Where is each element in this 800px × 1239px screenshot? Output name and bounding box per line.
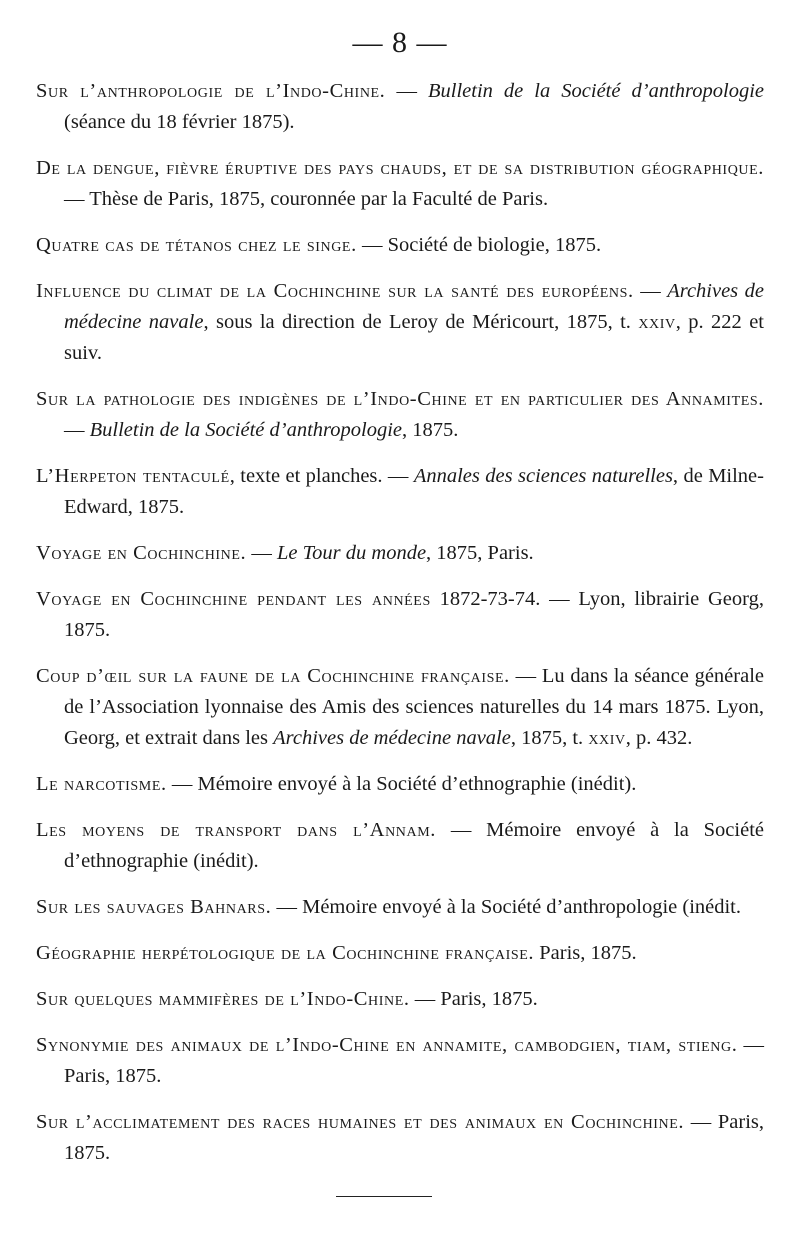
page-number: — 8 — — [352, 26, 448, 59]
entry-text: , 1875. — [402, 419, 459, 441]
entry-title: Sur les sauvages Bahnars. — [36, 896, 272, 918]
bibliography-entry — [36, 538, 764, 569]
bibliography-entry — [36, 938, 764, 969]
bibliography-entry — [36, 76, 764, 138]
entry-title: Les moyens de transport dans l’Annam. — [36, 819, 436, 841]
closing-rule — [336, 1196, 432, 1197]
entry-text: — Thèse de Paris, 1875, couronnée par la Faculté de Paris. — [64, 188, 549, 210]
entry-title: Sur quelques mammifères de l’Indo-Chine. — [36, 988, 410, 1010]
entry-title: L’Herpeton tentaculé — [36, 465, 230, 487]
entry-text: (séance du 18 février 1875). — [64, 111, 295, 133]
entry-text: , 1875, Paris. — [426, 542, 534, 564]
entry-text: , texte et planches. — — [229, 465, 414, 487]
entry-title: Sur la pathologie des indigènes de l’Indo-Chine et en particulier des Annamites. — [36, 388, 764, 410]
entry-title: Coup d’œil sur la faune de la Cochinchine française. — [36, 665, 510, 687]
entry-text: , p. 222 et suiv. — [64, 311, 764, 364]
entry-title: Quatre cas de tétanos chez le singe. — [36, 234, 357, 256]
entry-text: — Paris, 1875. — [409, 988, 538, 1010]
publication-title: Archives de médecine navale — [64, 280, 764, 333]
entry-text: — Société de biologie, 1875. — [356, 234, 602, 256]
entry-text: — Mémoire envoyé à la Société d’ethnographie (inédit). — [166, 773, 637, 795]
entry-text: — — [246, 542, 278, 564]
entry-text: — Mémoire envoyé à la Société d’anthropologie (inédit. — [271, 896, 742, 918]
entry-text: 1872-73-74. — Lyon, librairie Georg, 1875. — [64, 588, 764, 641]
entry-text: , de Milne-Edward, 1875. — [64, 465, 764, 518]
publication-title: Bulletin de la Société d’anthropologie — [89, 419, 402, 441]
bibliography-entry — [36, 276, 764, 369]
entry-title: Voyage en Cochinchine. — [36, 542, 247, 564]
entry-text: , 1875, t. — [510, 727, 589, 749]
entry-text: — Paris, 1875. — [64, 1034, 764, 1087]
entry-text: — Lu dans la séance générale de l’Association lyonnaise des Amis des sciences naturelles du 14 mars 1875. Lyon, Georg, et extrait dans les — [64, 665, 764, 749]
entry-text: , sous la direction de Leroy de Méricourt, 1875, t. — [203, 311, 639, 333]
entry-title: xxiv — [588, 727, 626, 749]
bibliography-entry — [36, 1107, 764, 1169]
bibliography-entry — [36, 661, 764, 754]
publication-title: Annales des sciences naturelles — [413, 465, 673, 487]
publication-title: Bulletin de la Société d’anthropologie — [427, 80, 764, 102]
bibliography-entry — [36, 584, 764, 646]
publication-title: Archives de médecine navale — [273, 727, 511, 749]
entry-title: De la dengue, fièvre éruptive des pays chauds, et de sa distribution géographique. — [36, 157, 764, 179]
entry-title: Le narcotisme. — [36, 773, 167, 795]
entry-text: — Mémoire envoyé à la Société d’ethnographie (inédit). — [64, 819, 764, 872]
entry-text: Paris, 1875. — [534, 942, 637, 964]
bibliography-entry — [36, 892, 764, 923]
entry-title: Géographie herpétologique de la Cochinchine française. — [36, 942, 535, 964]
entry-text: — — [633, 280, 668, 302]
entry-text: — — [64, 419, 90, 441]
bibliography-entry — [36, 153, 764, 215]
entry-title: xxiv — [638, 311, 676, 333]
bibliography-entry — [36, 230, 764, 261]
entry-text: , p. 432. — [625, 727, 693, 749]
bibliography-entry — [36, 1030, 764, 1092]
entry-title: Influence du climat de la Cochinchine sur la santé des européens. — [36, 280, 634, 302]
bibliography-entry — [36, 461, 764, 523]
entry-title: Sur l’acclimatement des races humaines et des animaux en Cochinchine. — [36, 1111, 685, 1133]
publication-title: Le Tour du monde — [277, 542, 427, 564]
entry-text: — — [385, 80, 428, 102]
entry-title: Voyage en Cochinchine pendant les années — [36, 588, 431, 610]
bibliography-entry — [36, 384, 764, 446]
bibliography-list — [36, 76, 764, 1184]
entry-title: Synonymie des animaux de l’Indo-Chine en annamite, cambodgien, tiam, stieng. — [36, 1034, 738, 1056]
entry-title: Sur l’anthropologie de l’Indo-Chine. — [36, 80, 386, 102]
entry-text: — Paris, 1875. — [64, 1111, 765, 1164]
bibliography-entry — [36, 984, 764, 1015]
bibliography-entry — [36, 769, 764, 800]
bibliography-entry — [36, 815, 764, 877]
